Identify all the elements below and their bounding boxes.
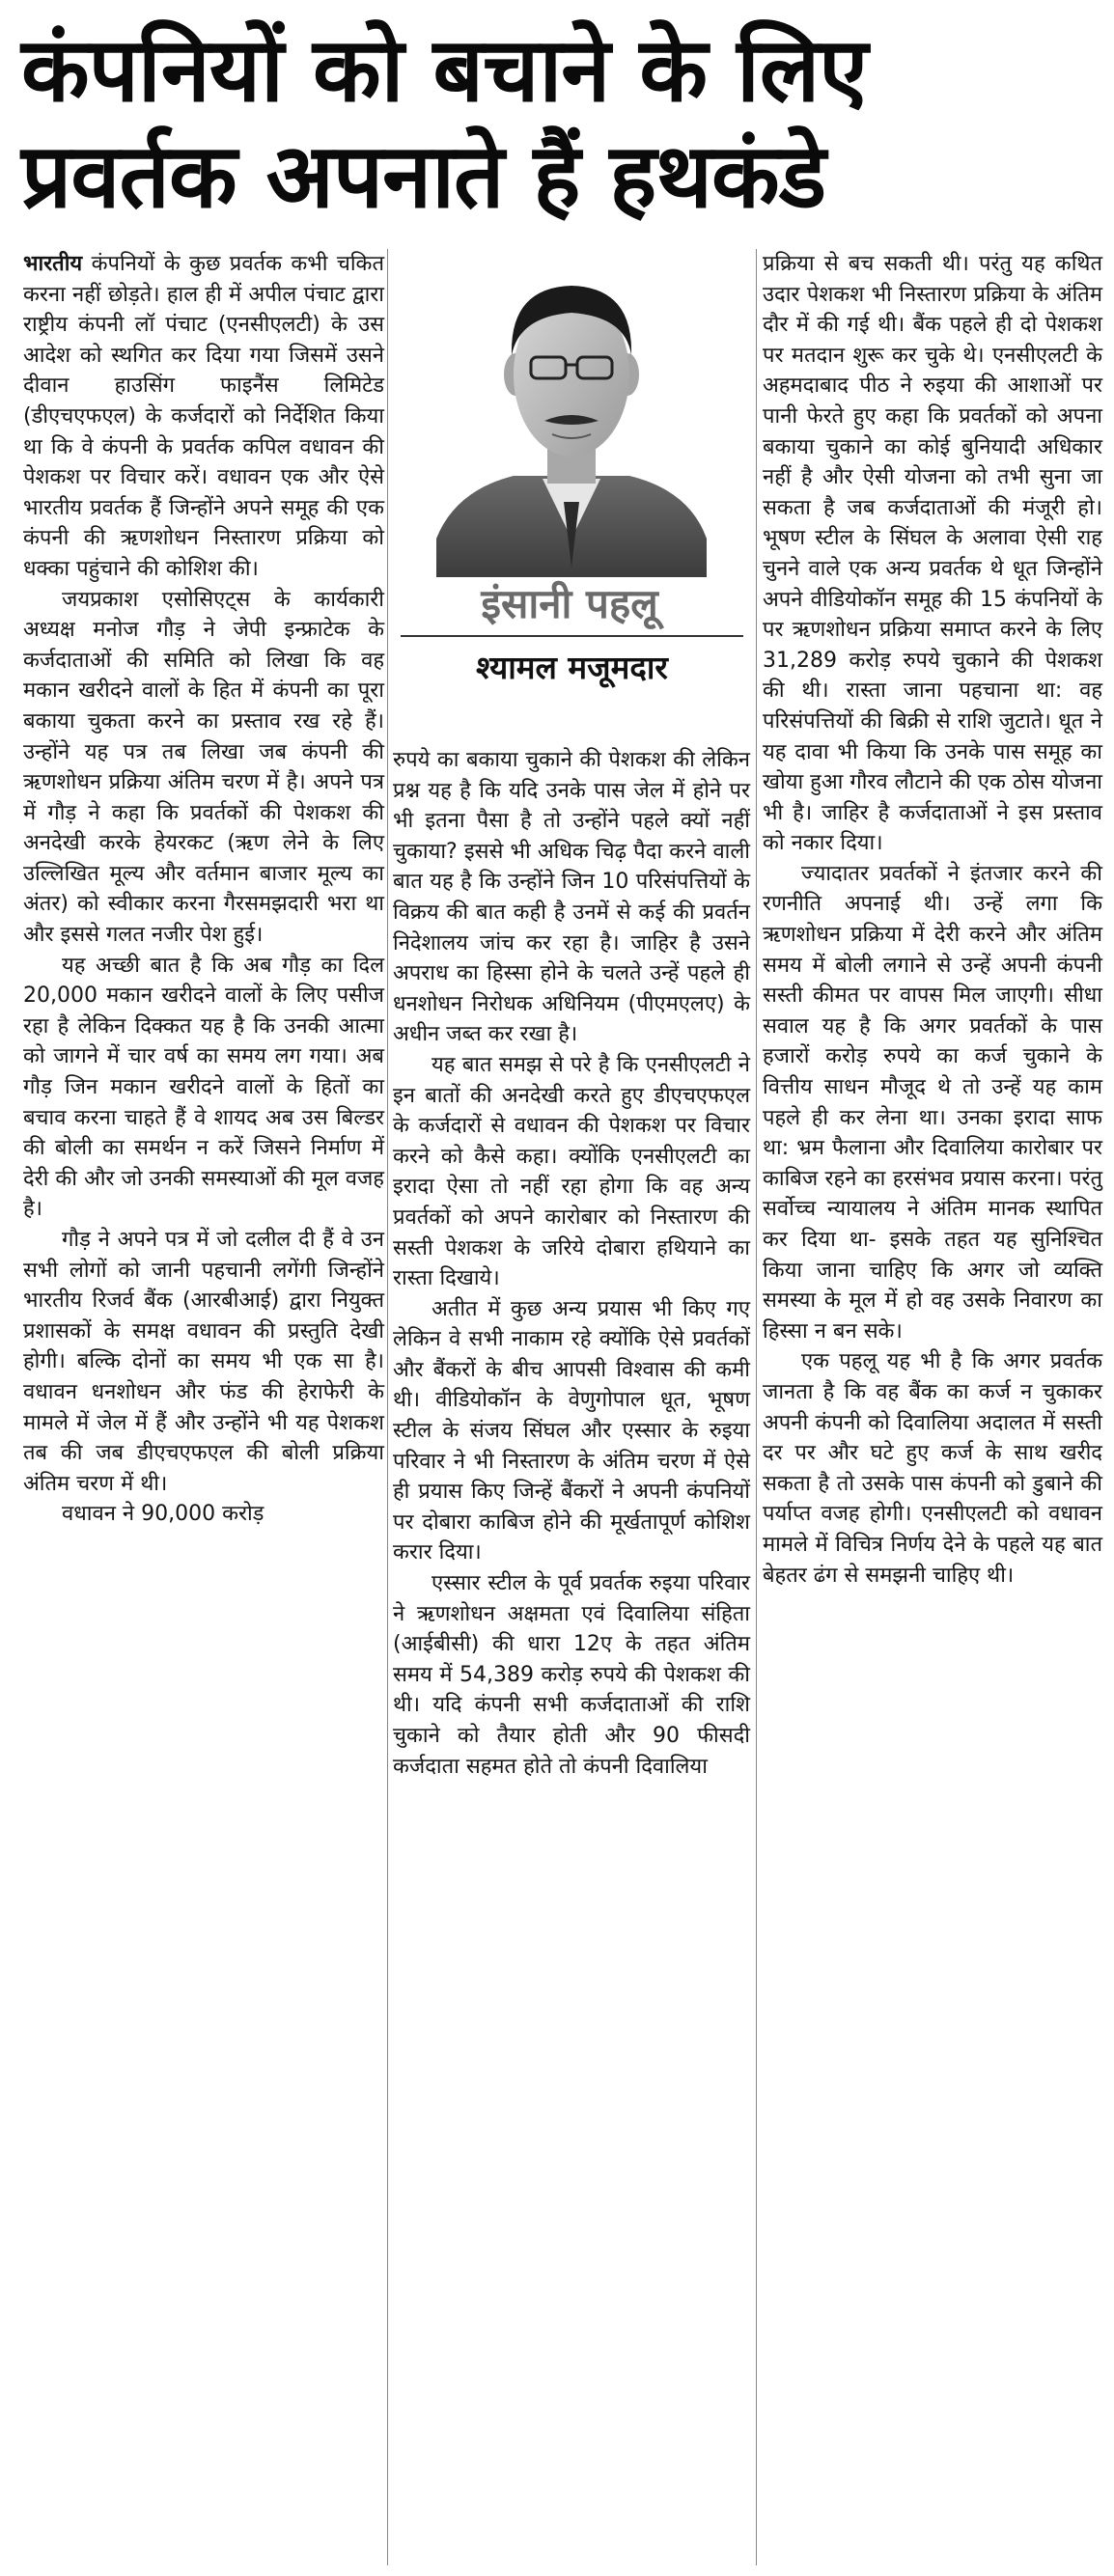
paragraph: वधावन ने 90,000 करोड़ [62,1502,265,1527]
column-name: इंसानी पहलू [481,580,658,627]
paragraph: यह अच्छी बात है कि अब गौड़ का दिल 20,000 मकान खरीदने वालों के लिए पसीज रहा है लेकिन दिक्कत यह है कि उनकी आत्मा को जागने में चार वर्ष का समय लग गया। अब गौड़ जिन मकान खरीदने वालों के हितों का बचाव करना चाहते हैं वे शायद अब उस बिल्डर की बोली का समर्थन न करें जिसने निर्माण में देरी की और जो उनकी समस्याओं की मूल वजह है। [23,953,384,1222]
paragraph [23,249,384,585]
headline-line-2: प्रवर्तक अपनाते हैं हथकंडे [21,125,825,228]
paragraph: गौड़ ने अपने पत्र में जो दलील दी हैं वे उन सभी लोगों को जानी पहचानी लगेंगी जिन्होंने भारतीय रिजर्व बैंक (आरबीआई) द्वारा नियुक्त प्रशासकों के समक्ष वधावन की प्रस्तुति देखी होगी। बल्कि दोनों का समय भी एक सा है। वधावन धनशोधन और फंड की हेराफेरी के मामले में जेल में हैं और उन्होंने भी यह पेशकश तब की जब डीएचएफएल की बोली प्रक्रिया अंतिम चरण में थी। [23,1228,384,1496]
author-name: श्यामल मजूमदार [476,649,668,686]
paragraph: यह बात समझ से परे है कि एनसीएलटी ने इन बातों की अनदेखी करते हुए डीएचएफएल के कर्जदारों से वधावन की पेशकश पर विचार करने को कैसे कहा। क्योंकि एनसीएलटी का इरादा ऐसा तो नहीं रहा होगा कि वह अन्य प्रवर्तकों को अपने कारोबार को निस्तारण की सस्ती पेशकश के जरिये दोबारा हथियाने का रास्ता दिखाये। [393,1052,750,1291]
lead-word: भारतीय [23,252,83,276]
headline-line-1: कंपनियों को बचाने के लिए [21,18,868,122]
column-divider [387,249,388,2565]
article-column-2 [393,745,750,1782]
paragraph: अतीत में कुछ अन्य प्रयास भी किए गए लेकिन वे सभी नाकाम रहे क्योंकि ऐसे प्रवर्तकों और बैंकरों के बीच आपसी विश्वास की कमी थी। वीडियोकॉन के वेणुगोपाल धूत, भूषण स्टील के संजय सिंघल और एस्सार के रुइया परिवार ने भी निस्तारण के अंतिम चरण में ऐसे ही प्रयास किए जिन्हें बैंकरों ने अपनी कंपनियों पर दोबारा काबिज होने की मूर्खतापूर्ण कोशिश करार दिया। [393,1296,750,1565]
paragraph-text: कंपनियों के कुछ प्रवर्तक कभी चकित करना नहीं छोड़ते। हाल ही में अपील पंचाट द्वारा राष्ट्रीय कंपनी लॉ पंचाट (एनसीएलटी) के उस आदेश को स्थगित कर दिया गया जिसमें उसने दीवान हाउसिंग फाइनैंस लिमिटेड (डीएचएफएल) के कर्जदारों को निर्देशित किया था कि वे कंपनी के प्रवर्तक कपिल वधावन की पेशकश पर विचार करें। वधावन एक और ऐसे भारतीय प्रवर्तक हैं जिन्होंने अपने समूह की एक कंपनी की ऋणशोधन निस्तारण प्रक्रिया को धक्का पहुंचाने की कोशिश की। [23,252,384,581]
article-column-3 [763,249,1102,1591]
column-divider [756,249,757,2565]
article-column-1 [23,249,384,1530]
paragraph: ज्यादातर प्रवर्तकों ने इंतजार करने की रणनीति अपनाई थी। उन्हें लगा कि ऋणशोधन प्रक्रिया में देरी करने और अंतिम समय में बोली लगाने से उन्हें अपनी कंपनी सस्ती कीमत पर वापस मिल जाएगी। सीधा सवाल यह है कि अगर प्रवर्तकों के पास हजारों करोड़ रुपये का कर्ज चुकाने के वित्तीय साधन मौजूद थे तो उन्हें यह काम पहले ही कर लेना था। उनका इरादा साफ था: भ्रम फैलाना और दिवालिया कारोबार पर काबिज रहने का हरसंभव प्रयास करना। परंतु सर्वोच्च न्यायालय ने अंतिम मानक स्थापित कर दिया था- इसके तहत यह सुनिश्चित किया जाना चाहिए कि अगर जो व्यक्ति समस्या के मूल में हो वह उसके निवारण का हिस्सा न बन सके। [763,861,1102,1343]
paragraph: एक पहलू यह भी है कि अगर प्रवर्तक जानता है कि वह बैंक का कर्ज न चुकाकर अपनी कंपनी को दिवालिया अदालत में सस्ती दर पर और घटे हुए कर्ज के साथ खरीद सकता है तो उसके पास कंपनी को डुबाने की पर्याप्त वजह होगी। एनसीएलटी को वधावन मामले में विचित्र निर्णय देने के पहले यह बात बेहतर ढंग से समझनी चाहिए थी। [763,1349,1102,1588]
paragraph: एस्सार स्टील के पूर्व प्रवर्तक रुइया परिवार ने ऋणशोधन अक्षमता एवं दिवालिया संहिता (आईबीसी) की धारा 12ए के तहत अंतिम समय में 54,389 करोड़ रुपये की पेशकश की थी। यदि कंपनी सभी कर्जदाताओं की राशि चुकाने को तैयार होती और 90 फीसदी कर्जदाता सहमत होते तो कंपनी दिवालिया [393,1571,750,1779]
paragraph: रुपये का बकाया चुकाने की पेशकश की लेकिन प्रश्न यह है कि यदि उनके पास जेल में होने पर भी इतना पैसा है तो उन्होंने पहले क्यों नहीं चुकाया? इससे भी अधिक चिढ़ पैदा करने वाली बात यह है कि उन्होंने जिन 10 परिसंपत्तियों के विक्रय की बात कही है उनमें से कई की प्रवर्तन निदेशालय जांच कर रहा है। जाहिर है उसने अपराध का हिस्सा होने के चलते उन्हें पहले ही धनशोधन निरोधक अधिनियम (पीएमएलए) के अधीन जब्त कर रखा है। [393,748,750,1047]
paragraph: जयप्रकाश एसोसिएट्स के कार्यकारी अध्यक्ष मनोज गौड़ ने जेपी इन्फ्राटेक के कर्जदाताओं की समिति को लिखा कि वह मकान खरीदने वालों के हित में कंपनी का पूरा बकाया चुकता करने का प्रस्ताव रख रहे हैं। उन्होंने यह पत्र तब लिखा जब कंपनी की ऋणशोधन प्रक्रिया अंतिम चरण में है। अपने पत्र में गौड़ ने कहा कि प्रवर्तकों की पेशकश की अनदेखी करके हेयरकट (ऋण लेने के लिए उल्लिखित मूल्य और वर्तमान बाजार मूल्य का अंतर) को स्वीकार करना गैरसमझदारी भरा था और इससे गलत नजीर पेश हुई। [23,587,384,948]
paragraph: प्रक्रिया से बच सकती थी। परंतु यह कथित उदार पेशकश भी निस्तारण प्रक्रिया के अंतिम दौर में की गई थी। बैंक पहले ही दो पेशकश पर मतदान शुरू कर चुके थे। एनसीएलटी के अहमदाबाद पीठ ने रुइया की आशाओं पर पानी फेरते हुए कहा कि प्रवर्तकों को अपना बकाया चुकाने का कोई बुनियादी अधिकार नहीं है और ऐसी योजना को तभी सुना जा सकता है जब कर्जदाताओं की मंजूरी हो। भूषण स्टील के सिंघल के अलावा ऐसी राह चुनने वाले एक अन्य प्रवर्तक थे धूत जिन्होंने अपने वीडियोकॉन समूह की 15 कंपनियों के पर ऋणशोधन प्रक्रिया समाप्त करने के लिए 31,289 करोड़ रुपये चुकाने की पेशकश की थी। रास्ता जाना पहचाना था: वह परिसंपत्तियों की बिक्री से राशि जुटाते। धूत ने यह दावा भी किया कि उनके पास समूह का खोया हुआ गौरव लौटाने की एक ठोस योजना भी है। जाहिर है कर्जदाताओं ने इस प्रस्ताव को नकार दिया। [763,252,1102,856]
author-portrait [436,249,707,577]
byline-divider [401,635,743,637]
